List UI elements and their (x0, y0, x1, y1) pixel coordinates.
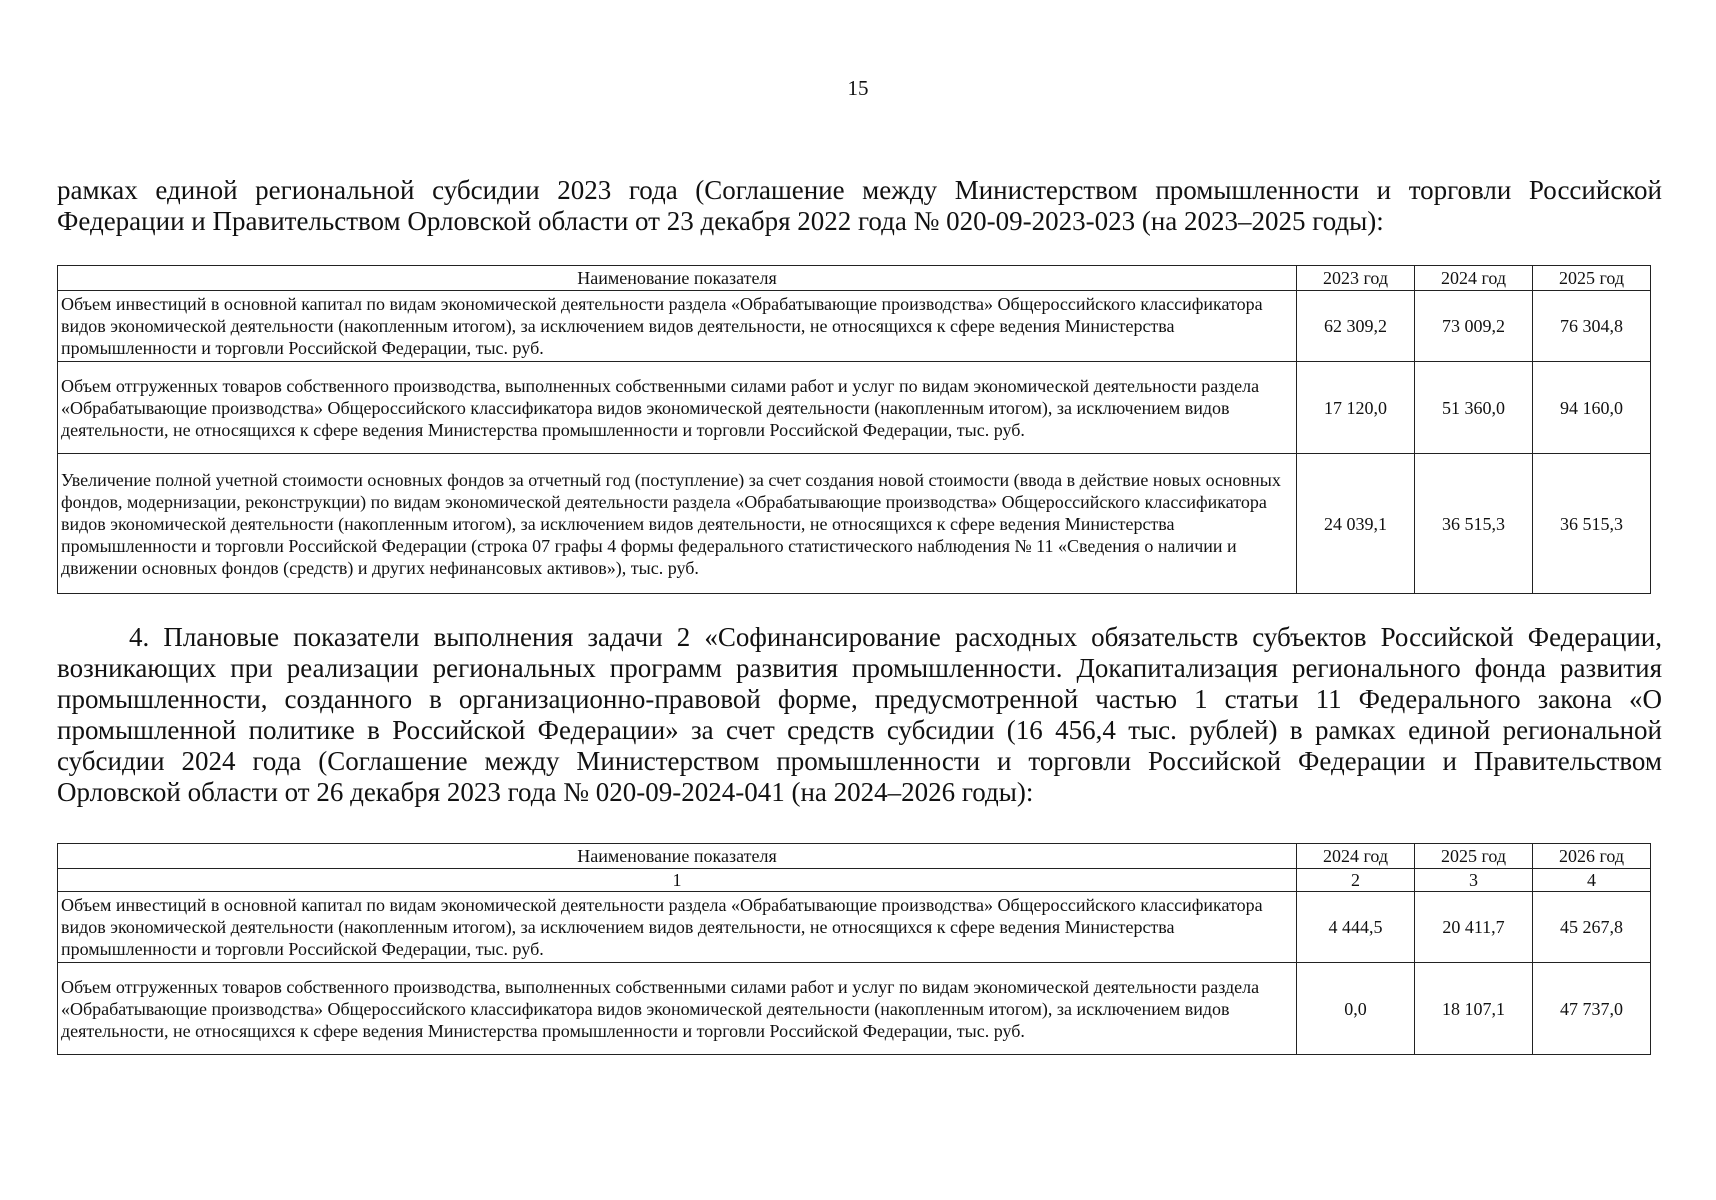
header-year: 2023 год (1297, 266, 1415, 291)
header-year: 2025 год (1533, 266, 1651, 291)
table-row (58, 892, 1651, 963)
column-number: 3 (1415, 869, 1533, 892)
indicator-name: Увеличение полной учетной стоимости основных фондов за отчетный год (поступление) за счет создания новой стоимости (ввода в действие новых основных фондов, модернизации, реконструкции) по видам экономической деятельности раздела «Обрабатывающие производства» Общероссийского классификатора видов экономической деятельности (накопленным итогом), за исключением видов деятельности, не относящихся к сфере ведения Министерства промышленности и торговли Российской Федерации (строка 07 графы 4 формы федерального статистического наблюдения № 11 «Сведения о наличии и движении основных фондов (средств) и других нефинансовых активов»), тыс. руб. (58, 454, 1297, 594)
table-header-row (58, 266, 1651, 291)
table-row (58, 454, 1651, 594)
indicator-value: 76 304,8 (1533, 291, 1651, 362)
indicator-name: Объем отгруженных товаров собственного производства, выполненных собственными силами работ и услуг по видам экономической деятельности раздела «Обрабатывающие производства» Общероссийского классификатора видов экономической деятельности (накопленным итогом), за исключением видов деятельности, не относящихся к сфере ведения Министерства промышленности и торговли Российской Федерации, тыс. руб. (58, 362, 1297, 454)
indicator-value: 51 360,0 (1415, 362, 1533, 454)
indicator-value: 24 039,1 (1297, 454, 1415, 594)
table-row (58, 291, 1651, 362)
header-indicator-name: Наименование показателя (58, 844, 1297, 869)
indicator-name: Объем инвестиций в основной капитал по видам экономической деятельности раздела «Обрабатывающие производства» Общероссийского классификатора видов экономической деятельности (накопленным итогом), за исключением видов деятельности, не относящихся к сфере ведения Министерства промышленности и торговли Российской Федерации, тыс. руб. (58, 892, 1297, 963)
column-number: 4 (1533, 869, 1651, 892)
table-row (58, 963, 1651, 1055)
column-number: 1 (58, 869, 1297, 892)
indicator-value: 45 267,8 (1533, 892, 1651, 963)
table-row (58, 362, 1651, 454)
indicator-name: Объем инвестиций в основной капитал по видам экономической деятельности раздела «Обрабатывающие производства» Общероссийского классификатора видов экономической деятельности (накопленным итогом), за исключением видов деятельности, не относящихся к сфере ведения Министерства промышленности и торговли Российской Федерации, тыс. руб. (58, 291, 1297, 362)
indicator-value: 20 411,7 (1415, 892, 1533, 963)
page-number: 15 (847, 76, 869, 100)
header-indicator-name: Наименование показателя (58, 266, 1297, 291)
column-number-row (58, 869, 1651, 892)
indicator-value: 62 309,2 (1297, 291, 1415, 362)
indicator-value: 4 444,5 (1297, 892, 1415, 963)
indicator-value: 18 107,1 (1415, 963, 1533, 1055)
column-number: 2 (1297, 869, 1415, 892)
intro-paragraph: рамках единой региональной субсидии 2023 года (Соглашение между Министерством промышленности и торговли Российской Федерации и Правительством Орловской области от 23 декабря 2022 года № 020-09-2023-023 (на 2023–2025 годы): (57, 175, 1662, 236)
header-year: 2026 год (1533, 844, 1651, 869)
section-4-paragraph: 4. Плановые показатели выполнения задачи 2 «Софинансирование расходных обязательств субъектов Российской Федерации, возникающих при реализации региональных программ развития промышленности. Докапитализация регионального фонда развития промышленности, созданного в организационно-правовой форме, предусмотренной частью 1 статьи 11 Федерального закона «О промышленной политике в Российской Федерации» за счет средств субсидии (16 456,4 тыс. рублей) в рамках единой региональной субсидии 2024 года (Соглашение между Министерством промышленности и торговли Российской Федерации и Правительством Орловской области от 26 декабря 2023 года № 020-09-2024-041 (на 2024–2026 годы): (57, 622, 1662, 807)
table-header-row (58, 844, 1651, 869)
indicator-value: 73 009,2 (1415, 291, 1533, 362)
indicator-name: Объем отгруженных товаров собственного производства, выполненных собственными силами работ и услуг по видам экономической деятельности раздела «Обрабатывающие производства» Общероссийского классификатора видов экономической деятельности (накопленным итогом), за исключением видов деятельности, не относящихся к сфере ведения Министерства промышленности и торговли Российской Федерации, тыс. руб. (58, 963, 1297, 1055)
indicators-table-2023-2025 (57, 265, 1651, 594)
header-year: 2024 год (1297, 844, 1415, 869)
header-year: 2024 год (1415, 266, 1533, 291)
indicator-value: 94 160,0 (1533, 362, 1651, 454)
indicator-value: 17 120,0 (1297, 362, 1415, 454)
header-year: 2025 год (1415, 844, 1533, 869)
indicator-value: 47 737,0 (1533, 963, 1651, 1055)
indicators-table-2024-2026 (57, 843, 1651, 1055)
indicator-value: 0,0 (1297, 963, 1415, 1055)
indicator-value: 36 515,3 (1415, 454, 1533, 594)
indicator-value: 36 515,3 (1533, 454, 1651, 594)
